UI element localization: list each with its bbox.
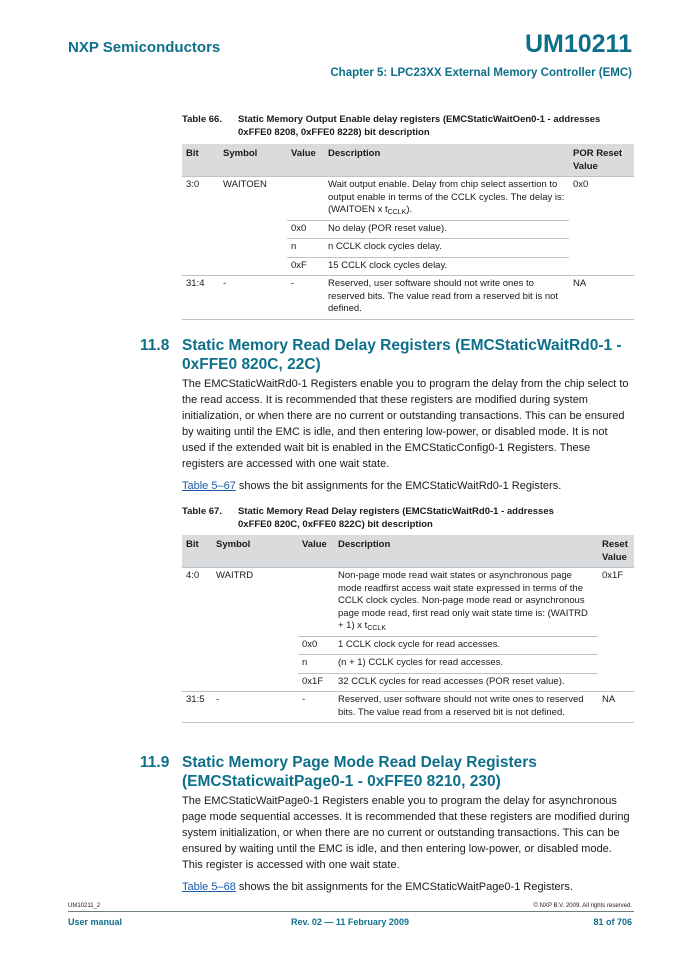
cell-reset: NA [598,692,634,723]
table-66 [182,144,634,320]
cell-description: (n + 1) CCLK cycles for read accesses. [334,655,598,674]
footer-divider [68,911,634,912]
header-bit: Bit [182,144,219,177]
table-67-caption-line1: Static Memory Read Delay registers (EMCStaticWaitRd0-1 - addresses [238,506,554,517]
cell-value: - [287,276,324,320]
cell-description [324,177,569,221]
table-67-number: Table 67. [182,506,222,517]
reference-text: shows the bit assignments for the EMCStaticWaitRd0-1 Registers. [235,480,562,492]
cell-bit: 31:4 [182,276,219,320]
cell-value: 0x0 [298,636,334,655]
cell-description: No delay (POR reset value). [324,220,569,239]
section-11-8-table-reference [182,478,634,494]
cell-reset: 0x0 [569,177,634,276]
cell-description: Reserved, user software should not write ones to reserved bits. The value read from a reserved bit is not defined. [334,692,598,723]
cell-reset: NA [569,276,634,320]
cell-description: n CCLK clock cycles delay. [324,239,569,258]
cell-value [298,568,334,637]
table-header-row [182,144,634,177]
header-bit: Bit [182,535,212,568]
table-67 [182,535,634,723]
desc-text: Wait output enable. Delay from chip select assertion to output enable in terms of the CCLK cycles. The delay is: (WAITOEN x t [328,179,565,215]
section-title: Static Memory Read Delay Registers (EMCStaticWaitRd0-1 - 0xFFE0 820C, 22C) [182,337,622,373]
section-11-8-paragraph: The EMCStaticWaitRd0-1 Registers enable you to program the delay from the chip select to the read access. It is recommended that these registers are modified during system initialization, or when there are no current or outstanding transactions. This can be ensured by waiting until the EMC is idle, and then entering low-power, or disabled mode. It is not used if the extended wait bit is enabled in the EMCStaticConfig0-1 Registers. These registers are accessed with one wait state. [182,378,629,470]
desc-text: Non-page mode read wait states or asynchronous page mode readfirst access wait state expressed in terms of the CCLK clock cycles. Non-page mode read or asynchronous page mode read, first read only wait state time is: (WAITRD + 1) x t [338,570,588,631]
cell-reset: 0x1F [598,568,634,692]
footer-copyright: © NXP B.V. 2009. All rights reserved. [533,903,632,909]
header-description: Description [324,144,569,177]
cell-value [287,177,324,221]
section-title: Static Memory Page Mode Read Delay Registers (EMCStaticwaitPage0-1 - 0xFFE0 8210, 230) [182,754,537,790]
section-number: 11.9 [140,754,170,771]
cell-bit: 3:0 [182,177,219,276]
table-67-caption [182,505,642,531]
desc-subscript: CCLK [367,625,386,632]
header-reset: POR Reset Value [569,144,634,177]
cell-bit: 31:5 [182,692,212,723]
header-reset: Reset Value [598,535,634,568]
header-value: Value [287,144,324,177]
section-11-8-heading [140,336,642,374]
cell-description [334,568,598,637]
header-symbol: Symbol [212,535,298,568]
table-row [182,692,634,723]
cell-symbol: WAITRD [212,568,298,692]
desc-end: ). [406,204,413,215]
cell-value: n [287,239,324,258]
section-11-9-table-reference [182,879,634,895]
cell-description: 15 CCLK clock cycles delay. [324,257,569,276]
table-66-number: Table 66. [182,114,222,125]
cell-value: 0x0 [287,220,324,239]
company-name: NXP Semiconductors [68,39,221,56]
footer-revision: Rev. 02 — 11 February 2009 [291,917,409,927]
desc-subscript: CCLK [387,209,407,216]
footer-doc-code: UM10211_2 [68,903,101,909]
document-id: UM10211 [524,30,632,58]
cell-value: - [298,692,334,723]
table-66-caption [182,113,642,139]
table-row [182,568,634,637]
header-value: Value [298,535,334,568]
table-67-caption-line2: 0xFFE0 820C, 0xFFE0 822C) bit description [238,519,433,530]
cell-value: 0x1F [298,673,334,692]
table-row [182,276,634,320]
cell-description: 1 CCLK clock cycle for read accesses. [334,636,598,655]
section-number: 11.8 [140,337,170,354]
table-header-row [182,535,634,568]
table-5-67-link[interactable]: Table 5–67 [182,480,236,492]
table-5-68-link[interactable]: Table 5–68 [182,881,236,893]
footer-doc-type: User manual [68,917,123,927]
header-symbol: Symbol [219,144,287,177]
table-row [182,177,634,221]
section-11-9-paragraph: The EMCStaticWaitPage0-1 Registers enable you to program the delay for asynchronous page mode sequential accesses. It is recommended that these registers are modified during system initialization, or when there are no current or outstanding transactions. This can be ensured by waiting until the EMC is idle, and then entering low-power, or disabled mode. This register is accessed with one wait state. [182,795,630,871]
cell-description: Reserved, user software should not write ones to reserved bits. The value read from a reserved bit is not defined. [324,276,569,320]
cell-value: n [298,655,334,674]
cell-symbol: WAITOEN [219,177,287,276]
cell-description: 32 CCLK cycles for read accesses (POR reset value). [334,673,598,692]
cell-value: 0xF [287,257,324,276]
cell-bit: 4:0 [182,568,212,692]
chapter-title: Chapter 5: LPC23XX External Memory Controller (EMC) [330,67,632,79]
header-description: Description [334,535,598,568]
section-11-9-heading [140,753,642,791]
cell-symbol: - [212,692,298,723]
table-66-caption-line2: 0xFFE0 8208, 0xFFE0 8228) bit description [238,127,430,138]
footer-page-number: 81 of 706 [593,917,632,927]
reference-text: shows the bit assignments for the EMCStaticWaitPage0-1 Registers. [235,881,573,893]
table-66-caption-line1: Static Memory Output Enable delay registers (EMCStaticWaitOen0-1 - addresses [238,114,601,125]
cell-symbol: - [219,276,287,320]
